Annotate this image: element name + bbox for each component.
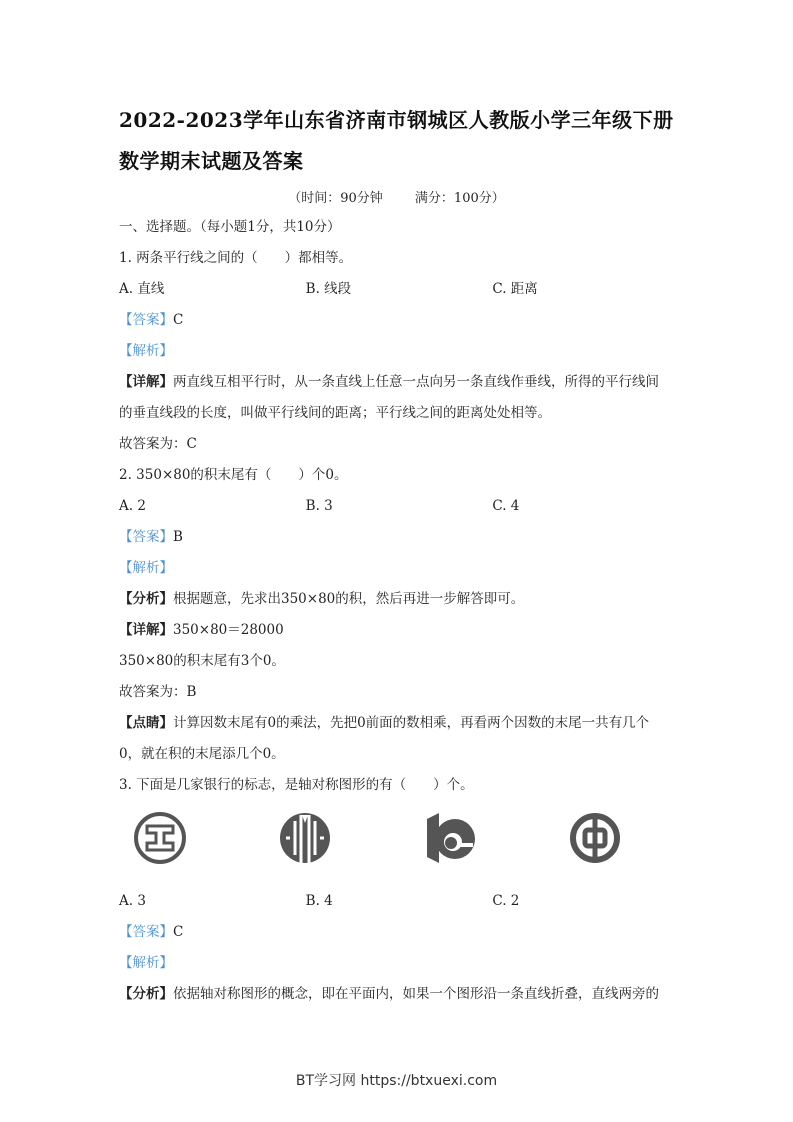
- option-b: B. 线段: [305, 281, 352, 297]
- q2-analysis-label: 【解析】: [119, 560, 173, 576]
- q1-conclusion: 故答案为：C: [119, 436, 197, 452]
- q1-detail-cont: 的垂直线段的长度，叫做平行线间的距离；平行线之间的距离处处相等。: [119, 405, 551, 421]
- fenxi-text: 依据轴对称图形的概念，即在平面内，如果一个图形沿一条直线折叠，直线两旁的: [173, 986, 659, 1002]
- option-b: B. 3: [305, 498, 333, 514]
- q1-options: [119, 274, 679, 305]
- title-line-2: 数学期末试题及答案: [119, 149, 304, 173]
- q3-analysis-label: 【解析】: [119, 955, 173, 971]
- exam-score: 满分：100分）: [414, 191, 505, 206]
- q3-fenxi: [119, 979, 679, 1010]
- citic-logo-icon: [278, 811, 332, 865]
- icbc-logo-icon: [133, 811, 187, 865]
- option-b: B. 4: [305, 893, 333, 909]
- document-body: [119, 212, 679, 1010]
- answer-label: 【答案】: [119, 312, 173, 328]
- q1-answer: [119, 305, 679, 336]
- footer-watermark: BT学习网 https://btxuexi.com: [295, 1073, 498, 1089]
- q3-stem: 3. 下面是几家银行的标志，是轴对称图形的有（ ）个。: [119, 777, 474, 793]
- option-c: C. 4: [492, 498, 520, 514]
- title-line-1: 2022-2023学年山东省济南市钢城区人教版小学三年级下册: [119, 108, 674, 132]
- detail-label: 【详解】: [119, 622, 173, 638]
- q3-options: [119, 886, 679, 917]
- tip-label: 【点睛】: [119, 715, 173, 731]
- q1-stem: 1. 两条平行线之间的（ ）都相等。: [119, 250, 353, 266]
- option-c: C. 距离: [492, 281, 538, 297]
- detail-text: 350×80＝28000: [173, 622, 284, 638]
- q1-detail: [119, 367, 679, 398]
- fenxi-label: 【分析】: [119, 591, 173, 607]
- exam-time: （时间：90分钟: [288, 191, 383, 206]
- exam-info: [0, 187, 793, 206]
- q2-tip: [119, 708, 679, 739]
- fenxi-label: 【分析】: [119, 986, 173, 1002]
- q2-detail: [119, 615, 679, 646]
- option-a: A. 2: [119, 498, 146, 514]
- answer-label: 【答案】: [119, 529, 173, 545]
- answer-value: C: [173, 924, 184, 940]
- detail-text: 两直线互相平行时，从一条直线上任意一点向另一条直线作垂线，所得的平行线间: [173, 374, 659, 390]
- option-a: A. 直线: [119, 281, 165, 297]
- q2-fenxi: [119, 584, 679, 615]
- q2-conclusion: 故答案为：B: [119, 684, 197, 700]
- option-c: C. 2: [492, 893, 520, 909]
- answer-value: C: [173, 312, 184, 328]
- bocom-logo-icon: [423, 811, 477, 865]
- detail-label: 【详解】: [119, 374, 173, 390]
- q1-analysis-label: 【解析】: [119, 343, 173, 359]
- fenxi-text: 根据题意，先求出350×80的积，然后再进一步解答即可。: [173, 591, 525, 607]
- q2-answer: [119, 522, 679, 553]
- section-heading: 一、选择题。（每小题1分，共10分）: [119, 219, 341, 235]
- q2-stem: 2. 350×80的积末尾有（ ）个0。: [119, 467, 348, 483]
- option-a: A. 3: [119, 893, 146, 909]
- tip-text: 计算因数末尾有0的乘法，先把0前面的数相乘，再看两个因数的末尾一共有几个: [173, 715, 650, 731]
- q3-answer: [119, 917, 679, 948]
- q2-options: [119, 491, 679, 522]
- answer-value: B: [173, 529, 183, 545]
- bank-logos: [119, 801, 679, 886]
- boc-logo-icon: [568, 811, 622, 865]
- q2-tip-cont: 0，就在积的末尾添几个0。: [119, 746, 285, 762]
- q2-detail-cont: 350×80的积末尾有3个0。: [119, 653, 285, 669]
- answer-label: 【答案】: [119, 924, 173, 940]
